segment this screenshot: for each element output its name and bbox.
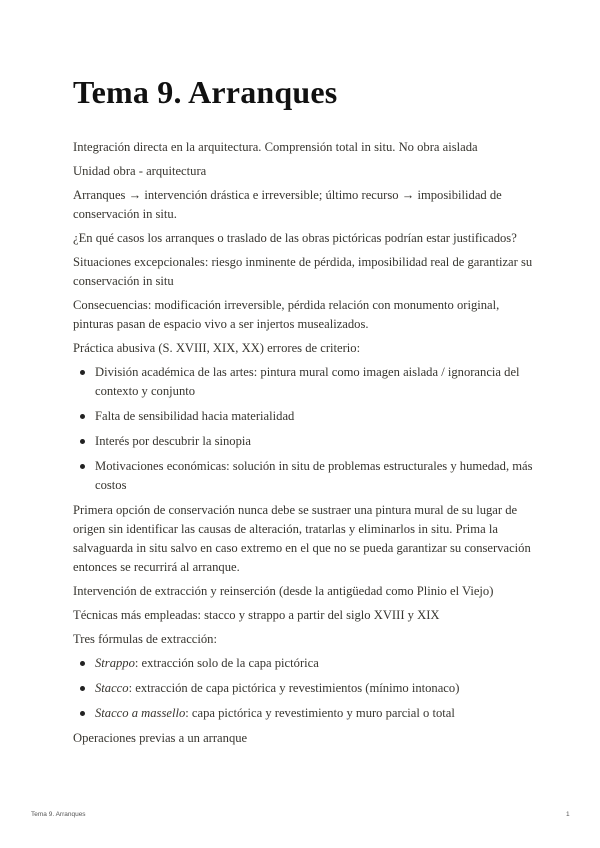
list-item: Interés por descubrir la sinopia <box>95 432 533 451</box>
paragraph-question: ¿En qué casos los arranques o traslado de las obras pictóricas podrían estar justificados? <box>73 231 517 245</box>
list-item <box>95 679 533 698</box>
page-number: 1 <box>566 811 570 818</box>
term-stacco: Stacco <box>95 681 129 695</box>
term-description: : capa pictórica y revestimiento y muro parcial o total <box>185 706 455 720</box>
paragraph-arranques-definition: Arranques → intervención drástica e irreversible; último recurso → imposibilidad de conservación in situ. <box>73 188 502 221</box>
paragraph-first-option: Primera opción de conservación nunca debe se sustraer una pintura mural de su lugar de origen sin identificar las causas de alteración, tratarlas y eliminarlos in situ. Prima la salvaguarda in situ salvo en caso extremo en el que no se pueda garantizar su conservación entonces se recurrirá al arranque. <box>73 503 531 574</box>
term-stacco-a-massello: Stacco a massello <box>95 706 186 720</box>
list-item <box>95 654 533 673</box>
paragraph-unity: Unidad obra - arquitectura <box>73 164 207 178</box>
paragraph-integration: Integración directa en la arquitectura. Comprensión total in situ. No obra aislada <box>73 140 478 154</box>
paragraph-consequences: Consecuencias: modificación irreversible, pérdida relación con monumento original, pinturas pasan de espacio vivo a ser injertos musealizados. <box>73 298 500 331</box>
list-item: División académica de las artes: pintura mural como imagen aislada / ignorancia del contexto y conjunto <box>95 363 533 401</box>
paragraph-abusive-practice: Práctica abusiva (S. XVIII, XIX, XX) errores de criterio: <box>73 341 361 355</box>
list-item <box>95 704 533 723</box>
list-item: Motivaciones económicas: solución in situ de problemas estructurales y humedad, más costos <box>95 457 533 495</box>
term-strappo: Strappo <box>95 656 135 670</box>
term-description: : extracción de capa pictórica y revestimientos (mínimo intonaco) <box>128 681 460 695</box>
document-body <box>73 138 533 753</box>
term-description: : extracción solo de la capa pictórica <box>134 656 319 670</box>
page-title: Tema 9. Arranques <box>73 74 338 110</box>
paragraph-extraction-reinsertion: Intervención de extracción y reinserción (desde la antigüedad como Plinio el Viejo) <box>73 584 494 598</box>
paragraph-previous-operations: Operaciones previas a un arranque <box>73 731 248 745</box>
list-item: Falta de sensibilidad hacia materialidad <box>95 407 533 426</box>
errors-list <box>73 363 533 495</box>
footer-title: Tema 9. Arranques <box>31 811 86 818</box>
extraction-list <box>73 654 533 723</box>
paragraph-techniques: Técnicas más empleadas: stacco y strappo a partir del siglo XVIII y XIX <box>73 608 440 622</box>
paragraph-three-formulas: Tres fórmulas de extracción: <box>73 632 217 646</box>
paragraph-exceptional-situations: Situaciones excepcionales: riesgo inminente de pérdida, imposibilidad real de garantizar su conservación in situ <box>73 255 533 288</box>
